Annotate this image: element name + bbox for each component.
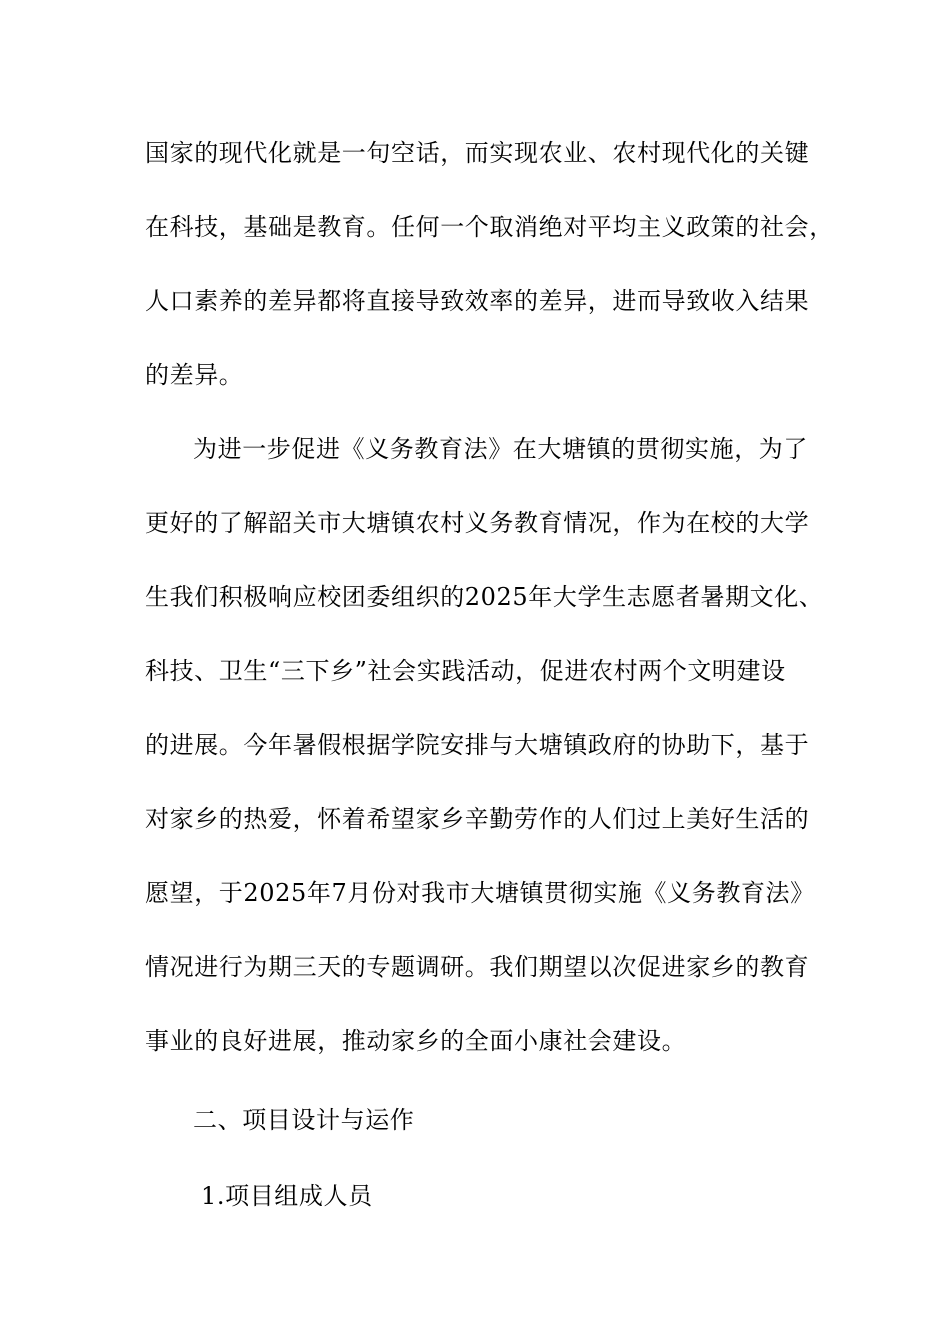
paragraph-line: 对家乡的热爱，怀着希望家乡辛勤劳作的人们过上美好生活的 — [145, 805, 810, 833]
paragraph-line: 事业的良好进展，推动家乡的全面小康社会建设。 — [145, 1027, 687, 1055]
paragraph-line: 人口素养的差异都将直接导致效率的差异，进而导致收入结果 — [145, 287, 810, 315]
paragraph-line: 更好的了解韶关市大塘镇农村义务教育情况，作为在校的大学 — [145, 509, 810, 537]
paragraph-line: 愿望，于2025年7月份对我市大塘镇贯彻实施《义务教育法》 — [145, 879, 815, 907]
paragraph-line: 的差异。 — [145, 361, 244, 389]
paragraph-line: 为进一步促进《义务教育法》在大塘镇的贯彻实施，为了 — [193, 435, 808, 463]
paragraph-line: 科技、卫生“三下乡”社会实践活动，促进农村两个文明建设 — [145, 657, 786, 685]
subsection-heading: 1.项目组成人员 — [201, 1182, 373, 1210]
paragraph-line: 国家的现代化就是一句空话，而实现农业、农村现代化的关键 — [145, 139, 810, 167]
paragraph-line: 的进展。今年暑假根据学院安排与大塘镇政府的协助下，基于 — [145, 731, 810, 759]
paragraph-line: 情况进行为期三天的专题调研。我们期望以次促进家乡的教育 — [145, 953, 810, 981]
paragraph-line: 在科技，基础是教育。任何一个取消绝对平均主义政策的社会， — [145, 213, 834, 241]
section-heading: 二、项目设计与运作 — [193, 1106, 415, 1134]
paragraph-line: 生我们积极响应校团委组织的2025年大学生志愿者暑期文化、 — [145, 583, 824, 611]
